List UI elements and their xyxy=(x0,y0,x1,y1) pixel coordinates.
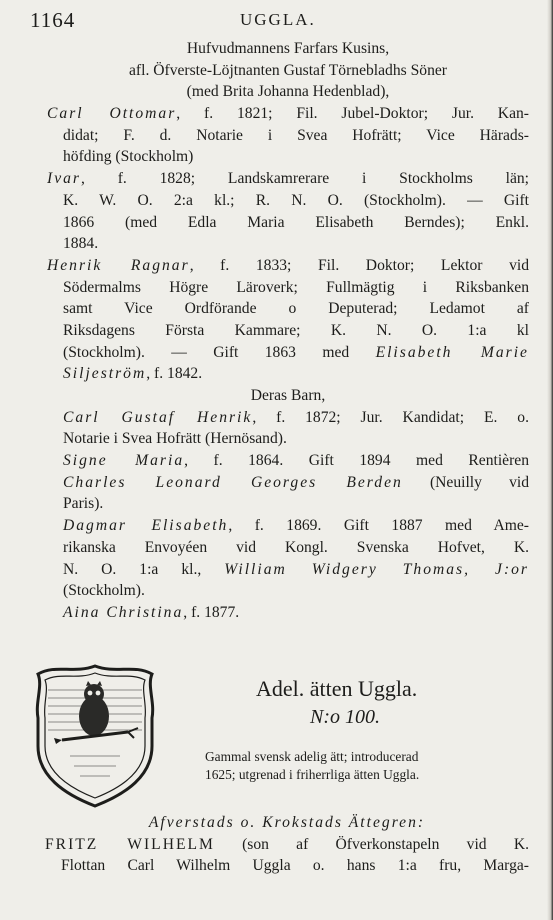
person-name: Ivar xyxy=(47,170,81,188)
spouse-name: William Widgery Thomas, J:or xyxy=(224,560,529,578)
family-title: Adel. ätten Uggla. xyxy=(256,676,418,701)
child-line: Notarie i Svea Hofrätt (Hernösand). xyxy=(63,430,287,448)
child-line: Dagmar Elisabeth, f. 1869. Gift 1887 med Ame- xyxy=(63,517,529,535)
child-line: Signe Maria, f. 1864. Gift 1894 med Rentièren xyxy=(63,452,529,470)
person-name: Carl Ottomar xyxy=(47,105,177,123)
branch-line: Flottan Carl Wilhelm Uggla o. hans 1:a fru, Marga- xyxy=(61,857,529,875)
family-description xyxy=(205,748,525,784)
spouse-name: Siljeström xyxy=(63,365,147,383)
entry-line: samt Vice Ordförande o Deputerad; Ledamot af xyxy=(63,300,529,318)
entry-line: Siljeström, f. 1842. xyxy=(63,365,203,383)
entry-line: (Stockholm). — Gift 1863 med Elisabeth Marie xyxy=(63,343,529,361)
spouse-name: Elisabeth Marie xyxy=(375,343,529,361)
page-edge-shadow xyxy=(547,0,553,920)
family-number: N:o 100. xyxy=(310,706,380,728)
entry-line: didat; F. d. Notarie i Svea Hofrätt; Vice Härads- xyxy=(63,126,529,144)
child-line: Aina Christina, f. 1877. xyxy=(63,603,240,621)
child-line: Carl Gustaf Henrik, f. 1872; Jur. Kandidat; E. o. xyxy=(63,408,529,426)
entry-line: Carl Ottomar, f. 1821; Fil. Jubel-Doktor; Jur. Kan- xyxy=(47,105,529,123)
entry-line: Södermalms Högre Läroverk; Fullmägtig i Riksbanken xyxy=(63,278,529,296)
entry-line: Ivar, f. 1828; Landskamrerare i Stockholms län; xyxy=(47,170,529,188)
child-line: Charles Leonard Georges Berden (Neuilly vid xyxy=(63,473,529,491)
spouse-name: Charles Leonard Georges Berden xyxy=(63,473,403,491)
entry-line: höfding (Stockholm) xyxy=(63,148,194,166)
genealogy-text xyxy=(47,38,529,624)
branch-section xyxy=(45,812,529,877)
page-header xyxy=(30,8,530,32)
running-head: UGGLA. xyxy=(240,10,316,29)
section-line: Hufvudmannens Farfars Kusins, xyxy=(186,40,390,57)
child-line: (Stockholm). xyxy=(63,582,145,600)
branch-line: FRITZ WILHELM (son af Öfverkonstapeln vid K. xyxy=(45,835,529,853)
entry-line: 1866 (med Edla Maria Elisabeth Berndes); Enkl. xyxy=(63,213,529,231)
owl-shield-icon xyxy=(30,660,160,810)
description-line: Gammal svensk adelig ätt; introducerad xyxy=(205,749,419,764)
page-number: 1164 xyxy=(30,8,76,32)
person-name: FRITZ WILHELM xyxy=(45,835,215,853)
entry-line: K. W. O. 2:a kl.; R. N. O. (Stockholm). — Gift xyxy=(63,191,529,209)
person-name: Signe Maria xyxy=(63,452,185,470)
person-name: Dagmar Elisabeth xyxy=(63,517,229,535)
section-line: afl. Öfverste-Löjtnanten Gustaf Törnebladhs Söner xyxy=(129,61,447,79)
children-heading: Deras Barn, xyxy=(250,387,326,404)
entry-line: 1884. xyxy=(63,235,99,253)
section-line: (med Brita Johanna Hedenblad), xyxy=(186,83,390,101)
branch-heading: Afverstads o. Krokstads Ättegren: xyxy=(148,814,426,831)
child-line: Paris). xyxy=(63,495,104,513)
person-name: Aina Christina xyxy=(63,603,184,621)
entry-line: Henrik Ragnar, f. 1833; Fil. Doktor; Lektor vid xyxy=(47,256,529,274)
entry-line: Riksdagens Första Kammare; K. N. O. 1:a kl xyxy=(63,321,529,339)
child-line: N. O. 1:a kl., William Widgery Thomas, J:or xyxy=(63,560,529,578)
person-name: Carl Gustaf Henrik xyxy=(63,408,253,426)
child-line: rikanska Envoyéen vid Kongl. Svenska Hofvet, K. xyxy=(63,538,529,556)
person-name: Henrik Ragnar xyxy=(47,256,190,274)
description-line: 1625; utgrenad i friherrliga ätten Uggla. xyxy=(205,767,420,782)
